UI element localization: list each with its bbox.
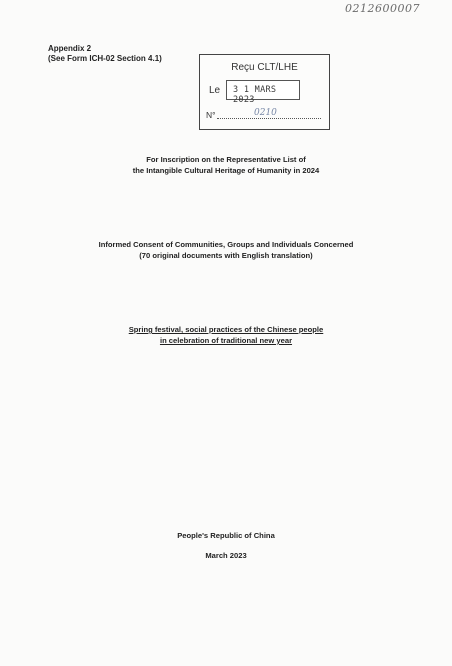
stamp-title: Reçu CLT/LHE: [231, 62, 298, 73]
appendix-form-reference: (See Form ICH-02 Section 4.1): [48, 54, 162, 63]
received-stamp: [199, 54, 330, 130]
stamp-number-line: [217, 118, 321, 119]
document-date: March 2023: [205, 551, 247, 560]
handwritten-reference-number: 0212600007: [345, 2, 420, 15]
consent-line-1: Informed Consent of Communities, Groups and Individuals Concerned: [98, 240, 354, 249]
inscription-line-2: the Intangible Cultural Heritage of Humanity in 2024: [132, 166, 320, 175]
country-name: People's Republic of China: [177, 531, 275, 540]
stamp-date-box: [226, 80, 300, 105]
appendix-title: Appendix 2: [48, 44, 92, 53]
element-title-line-2: in celebration of traditional new year: [159, 336, 293, 345]
element-title: [0, 324, 452, 346]
stamp-date-label: Le: [209, 85, 221, 96]
inscription-heading: [0, 154, 452, 176]
stamp-date-value: 3 1 MARS 2023: [233, 85, 277, 105]
inscription-line-1: For Inscription on the Representative List of: [146, 155, 306, 164]
appendix-header: [48, 44, 162, 64]
element-title-line-1: Spring festival, social practices of the Chinese people: [128, 325, 324, 334]
stamp-number-label: N°: [206, 110, 216, 120]
consent-line-2: (70 original documents with English translation): [139, 251, 313, 260]
stamp-number-value: 0210: [254, 108, 277, 118]
consent-heading: [0, 239, 452, 261]
